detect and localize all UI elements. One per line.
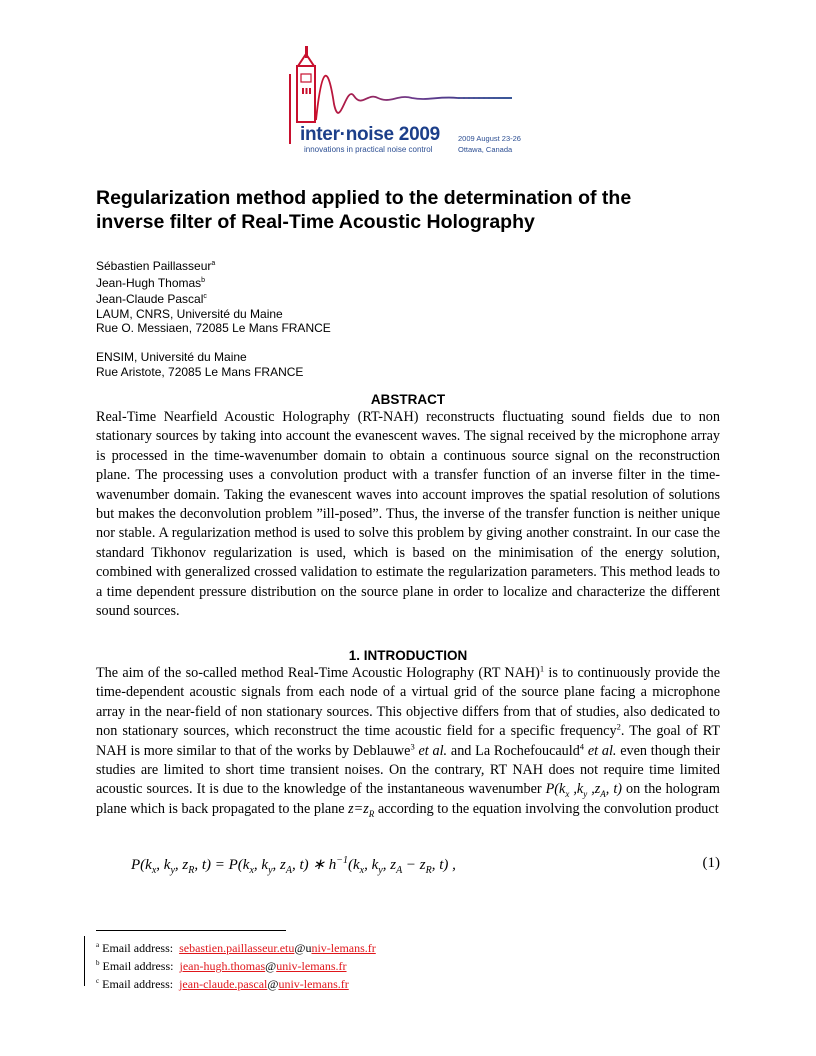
footnote-c-label: Email address: <box>102 977 174 991</box>
email-link-a-user[interactable]: sebastien.paillasseur.etu <box>179 941 295 955</box>
eq-p: P <box>131 857 141 873</box>
email-link-c-user[interactable]: jean-claude.pascal <box>179 977 268 991</box>
affiliation-1-line-2: Rue O. Messiaen, 72085 Le Mans FRANCE <box>96 321 331 335</box>
eq-sub-a-3: A <box>396 865 403 876</box>
paper-title-line-1: Regularization method applied to the determination of the <box>96 187 632 209</box>
equation-1-body <box>131 855 456 876</box>
intro-span-1: The aim of the so-called method Real-Time Acoustic Holography (RT NAH) <box>96 665 540 681</box>
author-2-mark: b <box>201 276 206 284</box>
footnote-a <box>96 938 376 956</box>
footnote-c <box>96 974 376 992</box>
equation-1 <box>96 855 720 875</box>
footnotes <box>96 938 376 992</box>
conference-logo <box>278 44 538 162</box>
email-link-c-domain[interactable]: univ-lemans.fr <box>278 977 349 991</box>
reference-4: 4 <box>579 740 585 751</box>
change-bar <box>84 936 85 986</box>
abstract-text: Real-Time Nearfield Acoustic Holography (RT-NAH) reconstructs fluctuating sound fields due to non stationary sources by taking into account the evanescent waves. The signal received by the microphone array is processed in the time-wavenumber domain to obtain a continuous source signal on the reconstruction plane. The processing uses a convolution product with a transfer function of an inverse filter in the time-wavenumber domain. Taking the evanescent waves into account improves the spatial resolution of solutions but makes the deconvolution problem ”ill-posed”. Thus, the inverse of the transfer function is neither unique nor stable. A regularization method is used to solve this problem by giving another constraint. In our case the standard Tikhonov regularization is used, which is based on the minimisation of the energy solution, combined with generalized crossed validation to estimate the regularization parameters. This method leads to a time dependent pressure distribution on the source plane in order to localize and characterize the different sound sources. <box>96 409 720 620</box>
tower-window-2 <box>306 88 308 94</box>
abstract-heading: ABSTRACT <box>370 392 446 407</box>
eq-sub-a: A <box>285 865 292 876</box>
eq-z: , z <box>174 857 189 873</box>
footnote-b <box>96 956 376 974</box>
footnote-a-mark: a <box>96 941 100 949</box>
eq-z-2: , z <box>272 857 286 873</box>
footnote-b-at: @ <box>265 959 277 973</box>
author-1-mark: a <box>211 260 216 267</box>
inline-math-wavenumber <box>545 781 623 800</box>
math-sub-y: y <box>583 789 588 800</box>
math-p: P(k <box>545 781 566 798</box>
intro-span-6: on the hologram plane which is back propagated to the plane <box>96 781 720 817</box>
footnote-c-mark: c <box>96 977 100 985</box>
eq-sub-x-3: x <box>359 865 365 876</box>
eq-comma-k-2: , k <box>253 857 269 873</box>
footnote-c-at: @ <box>267 977 279 991</box>
equation-number: (1) <box>702 855 720 871</box>
eq-equals-rhs: , t) = P(k <box>194 857 250 873</box>
logo-date: 2009 August 23-26 <box>458 134 521 143</box>
introduction-heading: 1. INTRODUCTION <box>348 648 468 663</box>
eq-z-3: , z <box>382 857 397 873</box>
math-sub-x: x <box>565 789 570 800</box>
eq-comma-k: , k <box>156 857 171 873</box>
math-ky: ,k <box>569 781 584 798</box>
logo-place: Ottawa, Canada <box>458 145 513 154</box>
reference-1: 1 <box>539 663 545 674</box>
logo-date-place <box>458 133 521 155</box>
author-block <box>96 257 331 379</box>
math-t: , t) <box>605 781 623 798</box>
footnote-a-label: Email address: <box>102 941 174 955</box>
eq-comma-k-3: , k <box>364 857 379 873</box>
tower-roof <box>298 54 314 66</box>
affiliation-2-line-2: Rue Aristote, 72085 Le Mans FRANCE <box>96 364 304 379</box>
footnote-b-mark: b <box>96 959 100 967</box>
eq-sub-y-3: y <box>378 865 383 876</box>
author-2-name: Jean-Hugh Thomas <box>96 275 202 290</box>
email-link-b-user[interactable]: jean-hugh.thomas <box>179 959 266 973</box>
math-z: z=z <box>348 800 369 817</box>
reference-3: 3 <box>410 740 415 751</box>
footnote-b-label: Email address: <box>102 959 174 973</box>
inline-math-plane <box>348 801 374 817</box>
math-za: ,z <box>587 781 601 798</box>
intro-span-7: according to the equation involving the convolution product <box>374 800 719 817</box>
tower-window-1 <box>302 88 304 94</box>
math-sub-r: R <box>368 808 375 819</box>
math-sub-a: A <box>600 789 606 800</box>
eq-sub-x: x <box>151 865 157 876</box>
eq-sub-y: y <box>170 865 175 876</box>
eq-convolution-h: , t) ∗ h <box>292 857 337 873</box>
intro-span-2: is to continuously provide the time-dependent acoustic signals from each node of a virtual grid of the source plane facing a microphone array in the near-field of non stationary sources. This objective differs from that of studies, also dedicated to non stationary sources, which reconstruct the time acoustic field for a specific frequency <box>96 665 720 740</box>
paper-title <box>96 186 736 234</box>
tower-clock <box>301 74 311 82</box>
author-3-name: Jean-Claude Pascal <box>96 292 204 306</box>
eq-sub-r: R <box>188 865 195 876</box>
eq-sub-r-3: R <box>425 865 432 876</box>
author-2 <box>96 274 331 291</box>
tower-window-3 <box>309 88 311 94</box>
logo-title: inter·noise 2009 <box>300 124 440 145</box>
eq-sub-y-2: y <box>268 865 273 876</box>
eq-k-open: (k <box>140 857 152 873</box>
intro-etal-2: et al. <box>584 742 617 759</box>
introduction-text <box>96 664 720 819</box>
intro-span-3: . The goal of RT NAH is more similar to that of the works by Deblauwe <box>96 723 720 759</box>
email-link-a-domain[interactable]: niv-lemans.fr <box>311 941 376 955</box>
intro-span-4: and La Rochefoucauld <box>447 742 580 759</box>
affiliation-2-line-1: ENSIM, Université du Maine <box>96 350 247 364</box>
eq-minus-z: − z <box>402 857 426 873</box>
eq-sub-x-2: x <box>249 865 254 876</box>
reference-2: 2 <box>616 721 621 732</box>
author-3 <box>96 290 331 307</box>
paper-title-line-2: inverse filter of Real-Time Acoustic Holography <box>96 211 535 233</box>
footnote-a-at: @u <box>294 941 312 955</box>
eq-k-open-3: (k <box>347 857 360 873</box>
author-1 <box>96 257 331 274</box>
logo-tagline: innovations in practical noise control <box>304 145 433 154</box>
affiliation-1-line-1: LAUM, CNRS, Université du Maine <box>96 306 283 321</box>
footnote-rule <box>96 930 286 931</box>
eq-inverse: −1 <box>336 855 348 866</box>
email-link-b-domain[interactable]: univ-lemans.fr <box>276 959 347 973</box>
intro-etal-1: et al. <box>414 742 448 759</box>
author-1-name: Sébastien Paillasseur <box>96 259 212 273</box>
eq-tail: , t) , <box>431 857 456 873</box>
author-3-mark: c <box>203 293 207 300</box>
sound-wave-line <box>316 76 512 120</box>
intro-span-5: even though their studies are limited to short time transient noises. On the contrary, RT NAH does not require time limited acoustic sources. It is due to the knowledge of the instantaneous wavenumber <box>96 742 720 798</box>
